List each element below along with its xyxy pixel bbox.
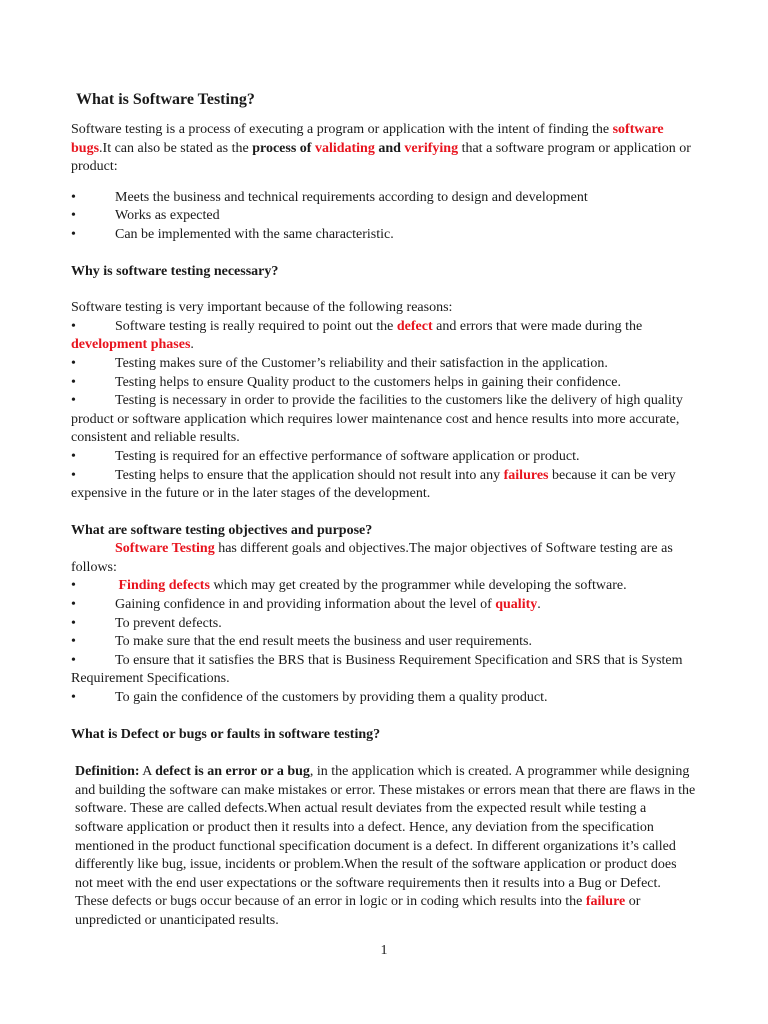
list-item-text: To prevent defects. [115, 615, 222, 631]
highlight-development-phases: development phases [71, 337, 191, 353]
bullet-icon: • [71, 578, 76, 594]
list-item-text: Testing makes sure of the Customer’s reliability and their satisfaction in the application. [115, 355, 608, 371]
list-item-text: which may get created by the programmer while developing the software. [209, 578, 627, 594]
intro-text-1: Software testing is a process of executing a program or application with the intent of finding the [71, 122, 613, 137]
list-item-text: Software testing is really required to point out the [115, 318, 397, 334]
intro-paragraph [71, 121, 697, 177]
list-item [71, 652, 697, 689]
bullet-icon: • [71, 690, 76, 706]
list-item [71, 596, 697, 615]
highlight-defect: defect [396, 318, 433, 334]
intro-text-2: .It can also be stated as the [99, 140, 253, 156]
section-heading-objectives: What are software testing objectives and purpose? [71, 522, 373, 538]
intro-bold-process: process of [252, 140, 315, 156]
section2-lead: Software testing is very important because of the following reasons: [71, 300, 453, 316]
highlight-failures: failures [503, 467, 549, 483]
list-item-text: To gain the confidence of the customers by providing them a quality product. [115, 690, 548, 706]
section3-bullet-list [71, 577, 697, 707]
list-item-text: Testing helps to ensure that the application should not result into any [115, 467, 504, 483]
list-item [71, 374, 697, 393]
list-item-text: To make sure that the end result meets the business and user requirements. [115, 634, 532, 650]
list-item-text: To ensure that it satisfies the BRS that is Business Requirement Specification and SRS that is System Requirement Specifications. [71, 652, 683, 687]
list-item [71, 355, 697, 374]
section3-lead [71, 540, 697, 577]
intro-text-4: that a software program or application or product: [71, 140, 691, 175]
intro-bold-and: and [378, 140, 405, 156]
page-number: 1 [380, 943, 388, 958]
list-item-text: Works as expected [115, 208, 220, 224]
definition-bold: defect is an error or a bug [155, 764, 310, 780]
list-item [71, 392, 697, 448]
definition-label: Definition: [75, 764, 140, 780]
section2-bullet-list [71, 318, 697, 504]
document-body [71, 90, 697, 931]
list-item [71, 318, 697, 355]
list-item [71, 226, 697, 245]
highlight-software-bugs: software bugs [71, 122, 664, 156]
list-item [71, 615, 697, 634]
bullet-icon: • [71, 189, 76, 205]
list-item [71, 467, 697, 504]
bullet-icon: • [71, 634, 76, 650]
list-item-text: Testing is required for an effective performance of software application or product. [115, 448, 580, 464]
definition-text: , in the application which is created. A programmer while designing and building the software can make mistakes or error. These mistakes or errors mean that there are flaws in the software. These are called defects.When actual result deviates from the expected result while testing a software application or product then it results into a defect. Hence, any deviation from the specification mentioned in the product functional specification document is a defect. In different organizations it’s called differently like bug, issue, incidents or problem.When the result of the software application or product does not meet with the end user expectations or the software requirements then it results into a Bug or Defect. These defects or bugs occur because of an error in logic or in coding which results into the [75, 764, 696, 910]
list-item-text: Meets the business and technical requirements according to design and development [115, 189, 588, 205]
bullet-icon: • [71, 597, 76, 613]
list-item [71, 689, 697, 708]
list-item-text: Testing is necessary in order to provide the facilities to the customers like the delivery of high quality product or software application which requires lower maintenance cost and hence results into more accurate, consistent and reliable results. [71, 393, 683, 446]
definition-text: A [139, 764, 156, 780]
list-item [71, 448, 697, 467]
list-item-text: Testing helps to ensure Quality product to the customers helps in gaining their confidence. [115, 374, 622, 390]
section-heading-necessary: Why is software testing necessary? [71, 263, 279, 279]
list-item [71, 207, 697, 226]
intro-bullet-list [71, 189, 697, 245]
bullet-icon: • [71, 318, 76, 334]
list-item [71, 577, 697, 596]
list-item [71, 189, 697, 208]
list-item-text: . [537, 597, 541, 613]
bullet-icon: • [71, 615, 76, 631]
highlight-validating: validating [314, 140, 375, 156]
highlight-verifying: verifying [404, 140, 459, 156]
bullet-icon: • [71, 226, 76, 242]
page-title: What is Software Testing? [76, 91, 255, 108]
bullet-icon: • [71, 652, 76, 668]
bullet-icon: • [71, 374, 76, 390]
bullet-icon: • [71, 208, 76, 224]
list-item-text: . [190, 337, 194, 353]
section3-lead-text: has different goals and objectives.The major objectives of Software testing are as follows: [71, 541, 673, 575]
definition-paragraph [71, 763, 697, 930]
definition-text: or unpredicted or unanticipated results. [75, 894, 641, 928]
bullet-icon: • [71, 467, 76, 483]
highlight-quality: quality [495, 597, 538, 613]
list-item-text: because it can be very expensive in the future or in the later stages of the development. [71, 467, 676, 502]
list-item [71, 633, 697, 652]
section-heading-defect: What is Defect or bugs or faults in software testing? [71, 726, 381, 742]
bullet-icon: • [71, 355, 76, 371]
bullet-icon: • [71, 393, 76, 409]
bullet-icon: • [71, 448, 76, 464]
list-item-text: Gaining confidence in and providing information about the level of [115, 597, 496, 613]
list-item-text: and errors that were made during the [432, 318, 643, 334]
highlight-failure: failure [585, 894, 626, 910]
highlight-software-testing: Software Testing [115, 541, 215, 557]
list-item-text: Can be implemented with the same characteristic. [115, 226, 394, 242]
highlight-finding-defects: Finding defects [118, 578, 210, 594]
